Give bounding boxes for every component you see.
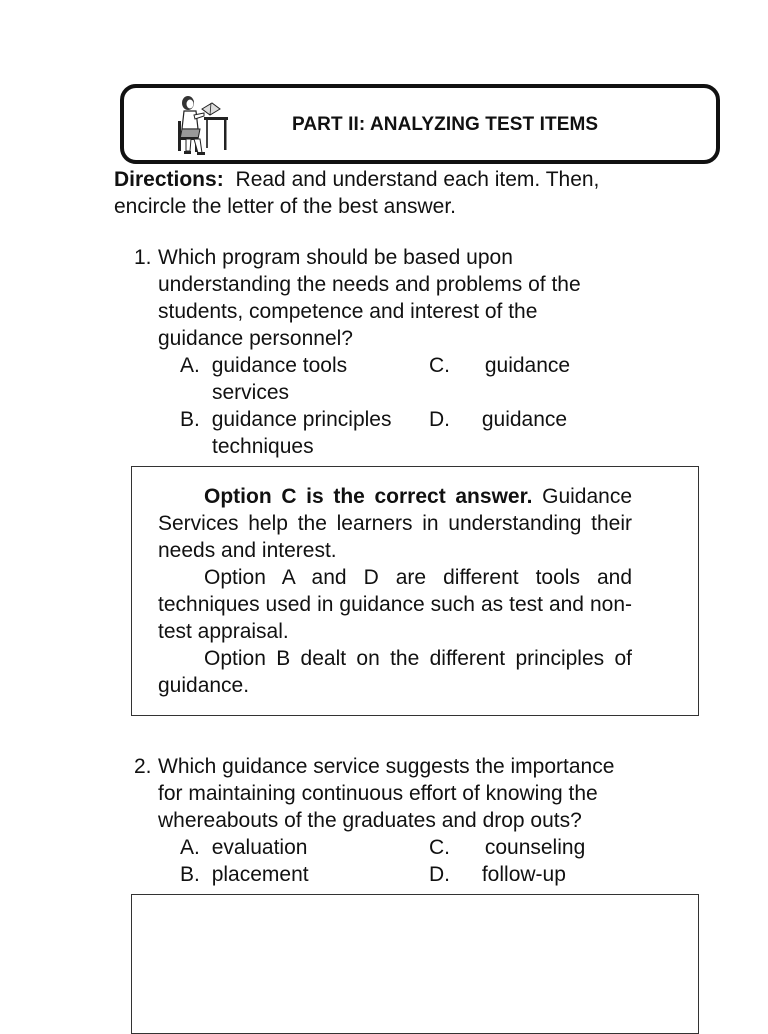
option-b[interactable]: [180, 406, 391, 433]
answer-paragraph-2: Option A and D are different tools and techniques used in guidance such as test and non-test appraisal.: [158, 566, 632, 643]
option-letter: D.: [429, 408, 450, 431]
option-b-continuation: techniques: [212, 435, 314, 458]
option-text: evaluation: [211, 836, 308, 859]
answer-rationale: Guidance Services help the learners in understanding their needs and interest.: [158, 485, 633, 562]
option-text: placement: [211, 863, 309, 886]
option-a[interactable]: [180, 834, 307, 861]
stem-line: understanding the needs and problems of the: [158, 273, 581, 296]
option-d[interactable]: [429, 406, 567, 433]
option-letter: C.: [429, 354, 450, 377]
section-header-box: [120, 84, 720, 164]
directions-text-line1: Read and understand each item. Then,: [235, 168, 600, 191]
answer-explanation-box: [131, 466, 699, 716]
directions-text-line2: encircle the letter of the best answer.: [114, 195, 457, 218]
question-number: 1.: [134, 246, 152, 269]
option-b[interactable]: [180, 861, 309, 888]
option-d[interactable]: [429, 861, 566, 888]
correct-answer-statement: Option C is the correct answer.: [204, 485, 533, 508]
option-letter: D.: [429, 863, 450, 886]
stem-line: whereabouts of the graduates and drop outs?: [158, 809, 582, 832]
option-c[interactable]: [429, 834, 585, 861]
option-a[interactable]: [180, 352, 347, 379]
option-letter: A.: [180, 836, 200, 859]
answer-paragraph-3: Option B dealt on the different principles of guidance.: [158, 647, 632, 697]
answer-explanation-box-2: [131, 894, 699, 1034]
option-text: guidance: [484, 354, 571, 377]
answer-explanation: [158, 483, 632, 699]
option-letter: A.: [180, 354, 200, 377]
question-1: [134, 244, 694, 458]
question-number: 2.: [134, 755, 152, 778]
question-2: [134, 753, 694, 886]
directions-label: Directions:: [114, 168, 224, 191]
stem-line: for maintaining continuous effort of knowing the: [158, 782, 598, 805]
option-text: guidance: [481, 408, 568, 431]
answer-paragraph-1: [158, 483, 632, 564]
option-c[interactable]: [429, 352, 570, 379]
stem-line: guidance personnel?: [158, 327, 353, 350]
stem-line: Which guidance service suggests the importance: [158, 755, 615, 778]
option-text: guidance tools: [211, 354, 348, 377]
section-title: PART II: ANALYZING TEST ITEMS: [292, 114, 599, 135]
stem-line: Which program should be based upon: [158, 246, 513, 269]
option-letter: C.: [429, 836, 450, 859]
directions: [114, 166, 674, 220]
option-text: counseling: [484, 836, 586, 859]
option-letter: B.: [180, 863, 200, 886]
question-stem: [158, 244, 658, 352]
option-text: guidance principles: [211, 408, 392, 431]
student-reading-at-desk-icon: [176, 93, 232, 159]
option-a-continuation: services: [212, 381, 290, 404]
question-stem: [158, 753, 678, 834]
option-text: follow-up: [481, 863, 566, 886]
option-letter: B.: [180, 408, 200, 431]
stem-line: students, competence and interest of the: [158, 300, 538, 323]
